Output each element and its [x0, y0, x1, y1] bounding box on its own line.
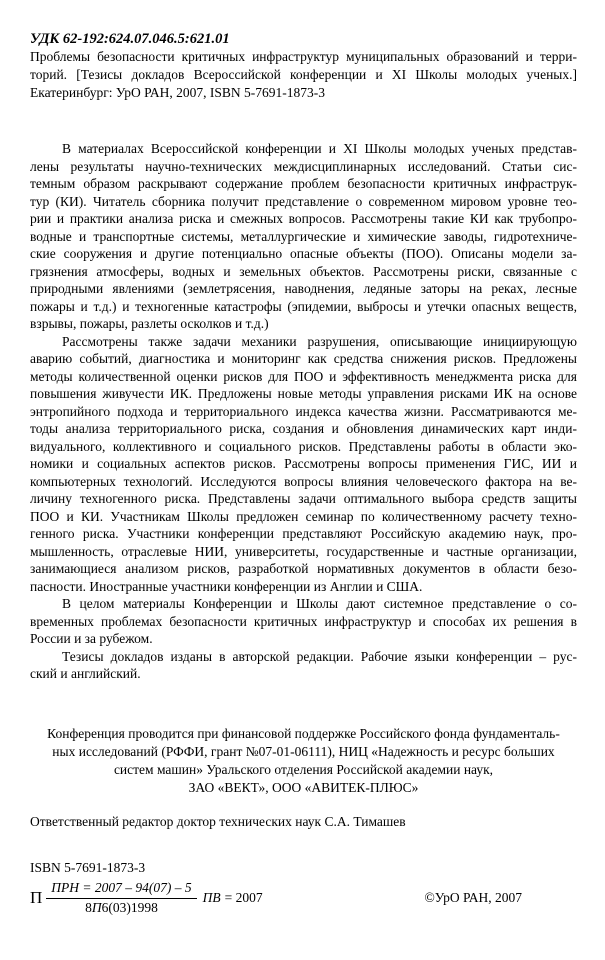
- formula-suffix-variable: ПВ: [202, 889, 221, 905]
- abstract-text: [30, 140, 577, 683]
- text-line: видуального, коллективного и социального рисков. Представлены работы в области эко-: [30, 438, 577, 454]
- text-line: мышленность, отраслевые НИИ, университеты, государственные и частные организации,: [30, 543, 577, 559]
- text-line: временных проблемах безопасности критичных инфраструктур и способах их решения в: [30, 613, 577, 629]
- text-line: компьютерных технологий. Исследуются вопросы влияния человеческого фактора на ве-: [30, 473, 577, 489]
- sponsor-line: ных исследований (РФФИ, грант №07-01-06111), НИЦ «Надежность и ресурс больших: [52, 743, 555, 759]
- text-line: генного риска. Участники конференции представляют Российскую академию наук, про-: [30, 526, 577, 541]
- text-line: России и за рубежом.: [30, 631, 153, 646]
- text-line: темным образом раскрывают содержание проблем безопасности критичных инфраструк-: [30, 176, 577, 191]
- imprint-block: [30, 859, 577, 916]
- bib-line: Екатеринбург: УрО РАН, 2007, ISBN 5-7691-1873-3: [30, 85, 325, 100]
- sponsor-line: Конференция проводится при финансовой поддержке Российского фонда фундаменталь-: [47, 725, 560, 741]
- text-line: природными явлениями (землетрясения, наводнения, ледяные заторы на реках, лесные: [30, 281, 577, 296]
- formula-numerator: ПРН = 2007 – 94(07) – 5: [46, 880, 196, 899]
- text-line: ПОО и КИ. Участникам Школы предложен семинар по количественному расчету техно-: [30, 508, 577, 524]
- text-line: лены результаты научно-технических междисциплинарных исследований. Статьи сис-: [30, 158, 577, 174]
- text-line: водные и транспортные системы, металлургические и химические заводы, гидротехниче-: [30, 228, 577, 244]
- text-line: тоды анализа территориального риска, создания и обновления динамических карт инди-: [30, 421, 577, 436]
- abstract-paragraph-3: [30, 595, 577, 648]
- formula-denominator: [46, 899, 196, 916]
- text-line: занимающиеся анализом рисков, разработкой нормативных документов в области безо-: [30, 561, 577, 576]
- text-line: пасности. Иностранные участники конференции из Англии и США.: [30, 578, 423, 594]
- sponsor-line: ЗАО «ВЕКТ», ООО «АВИТЕК-ПЛЮС»: [188, 779, 419, 795]
- text-line: взрывы, пожары, разлеты осколков и т.д.): [30, 316, 269, 331]
- text-line: ские сооружения и другие потенциально опасные объекты (ПОО). Описаны модели за-: [30, 246, 577, 261]
- abstract-paragraph-4: [30, 648, 577, 683]
- text-line: тур (КИ). Читатель сборника получит представление о современном мировом уровне тео-: [30, 193, 577, 209]
- bibliographic-header: [30, 30, 577, 102]
- catalog-formula-row: [30, 880, 577, 916]
- text-line: энтропийного подхода и территориального индекса качества жизни. Рассматриваются ме-: [30, 403, 577, 419]
- denominator-part: 6(03)1998: [101, 899, 158, 915]
- formula-suffix: [203, 890, 263, 906]
- denominator-part: 8: [85, 899, 92, 915]
- formula-prefix: П: [30, 887, 43, 907]
- text-line: В материалах Всероссийской конференции и XI Школы молодых ученых представ-: [62, 141, 577, 156]
- denominator-part: П: [91, 899, 102, 915]
- sponsor-note: [30, 725, 577, 797]
- text-line: личину техногенного риска. Представлены задачи оптимального выбора средств защиты: [30, 491, 577, 506]
- abstract-paragraph-1: [30, 140, 577, 333]
- sponsor-line: систем машин» Уральского отделения Российской академии наук,: [113, 761, 494, 777]
- text-line: Рассмотрены также задачи механики разрушения, описывающие инициирующую: [62, 333, 577, 349]
- copyright-notice: ©УрО РАН, 2007: [424, 889, 522, 905]
- text-line: В целом материалы Конференции и Школы дают системное представление о со-: [62, 596, 577, 611]
- text-line: методы количественной оценки рисков для ПОО и эффективность менеджмента риска для: [30, 368, 577, 384]
- text-line: повышения живучести ИК. Предложены новые методы управления рисками ИК на основе: [30, 386, 577, 401]
- text-line: номики и социальных аспектов рисков. Рассмотрены вопросы применения ГИС, ИИ и: [30, 456, 577, 471]
- editor-line: Ответственный редактор доктор технических наук С.А. Тимашев: [30, 813, 406, 829]
- text-line: Тезисы докладов изданы в авторской редакции. Рабочие языки конференции – рус-: [62, 648, 577, 664]
- formula-suffix-value: = 2007: [224, 889, 263, 905]
- bib-line: Проблемы безопасности критичных инфраструктур муниципальных образований и терри-: [30, 49, 577, 64]
- text-line: рии и практики анализа риска и смежных вопросов. Рассмотрены такие КИ как трубопро-: [30, 211, 577, 226]
- abstract-paragraph-2: [30, 333, 577, 596]
- bib-line: торий. [Тезисы докладов Всероссийской конференции и XI Школы молодых ученых.]: [30, 67, 577, 82]
- udk-code: УДК 62-192:624.07.046.5:621.01: [30, 31, 230, 47]
- text-line: аварию событий, диагностика и мониторинг как средства снижения рисков. Предложены: [30, 351, 577, 366]
- isbn-line: ISBN 5-7691-1873-3: [30, 859, 146, 875]
- text-line: ский и английский.: [30, 666, 141, 681]
- text-line: пожары и т.д.) и техногенные катастрофы (эпидемии, выбросы и утечки опасных веществ,: [30, 298, 577, 314]
- formula-fraction: [46, 880, 196, 916]
- text-line: грязнения атмосферы, водных и земельных объектов. Рассмотрены риски, связанные с: [30, 263, 577, 279]
